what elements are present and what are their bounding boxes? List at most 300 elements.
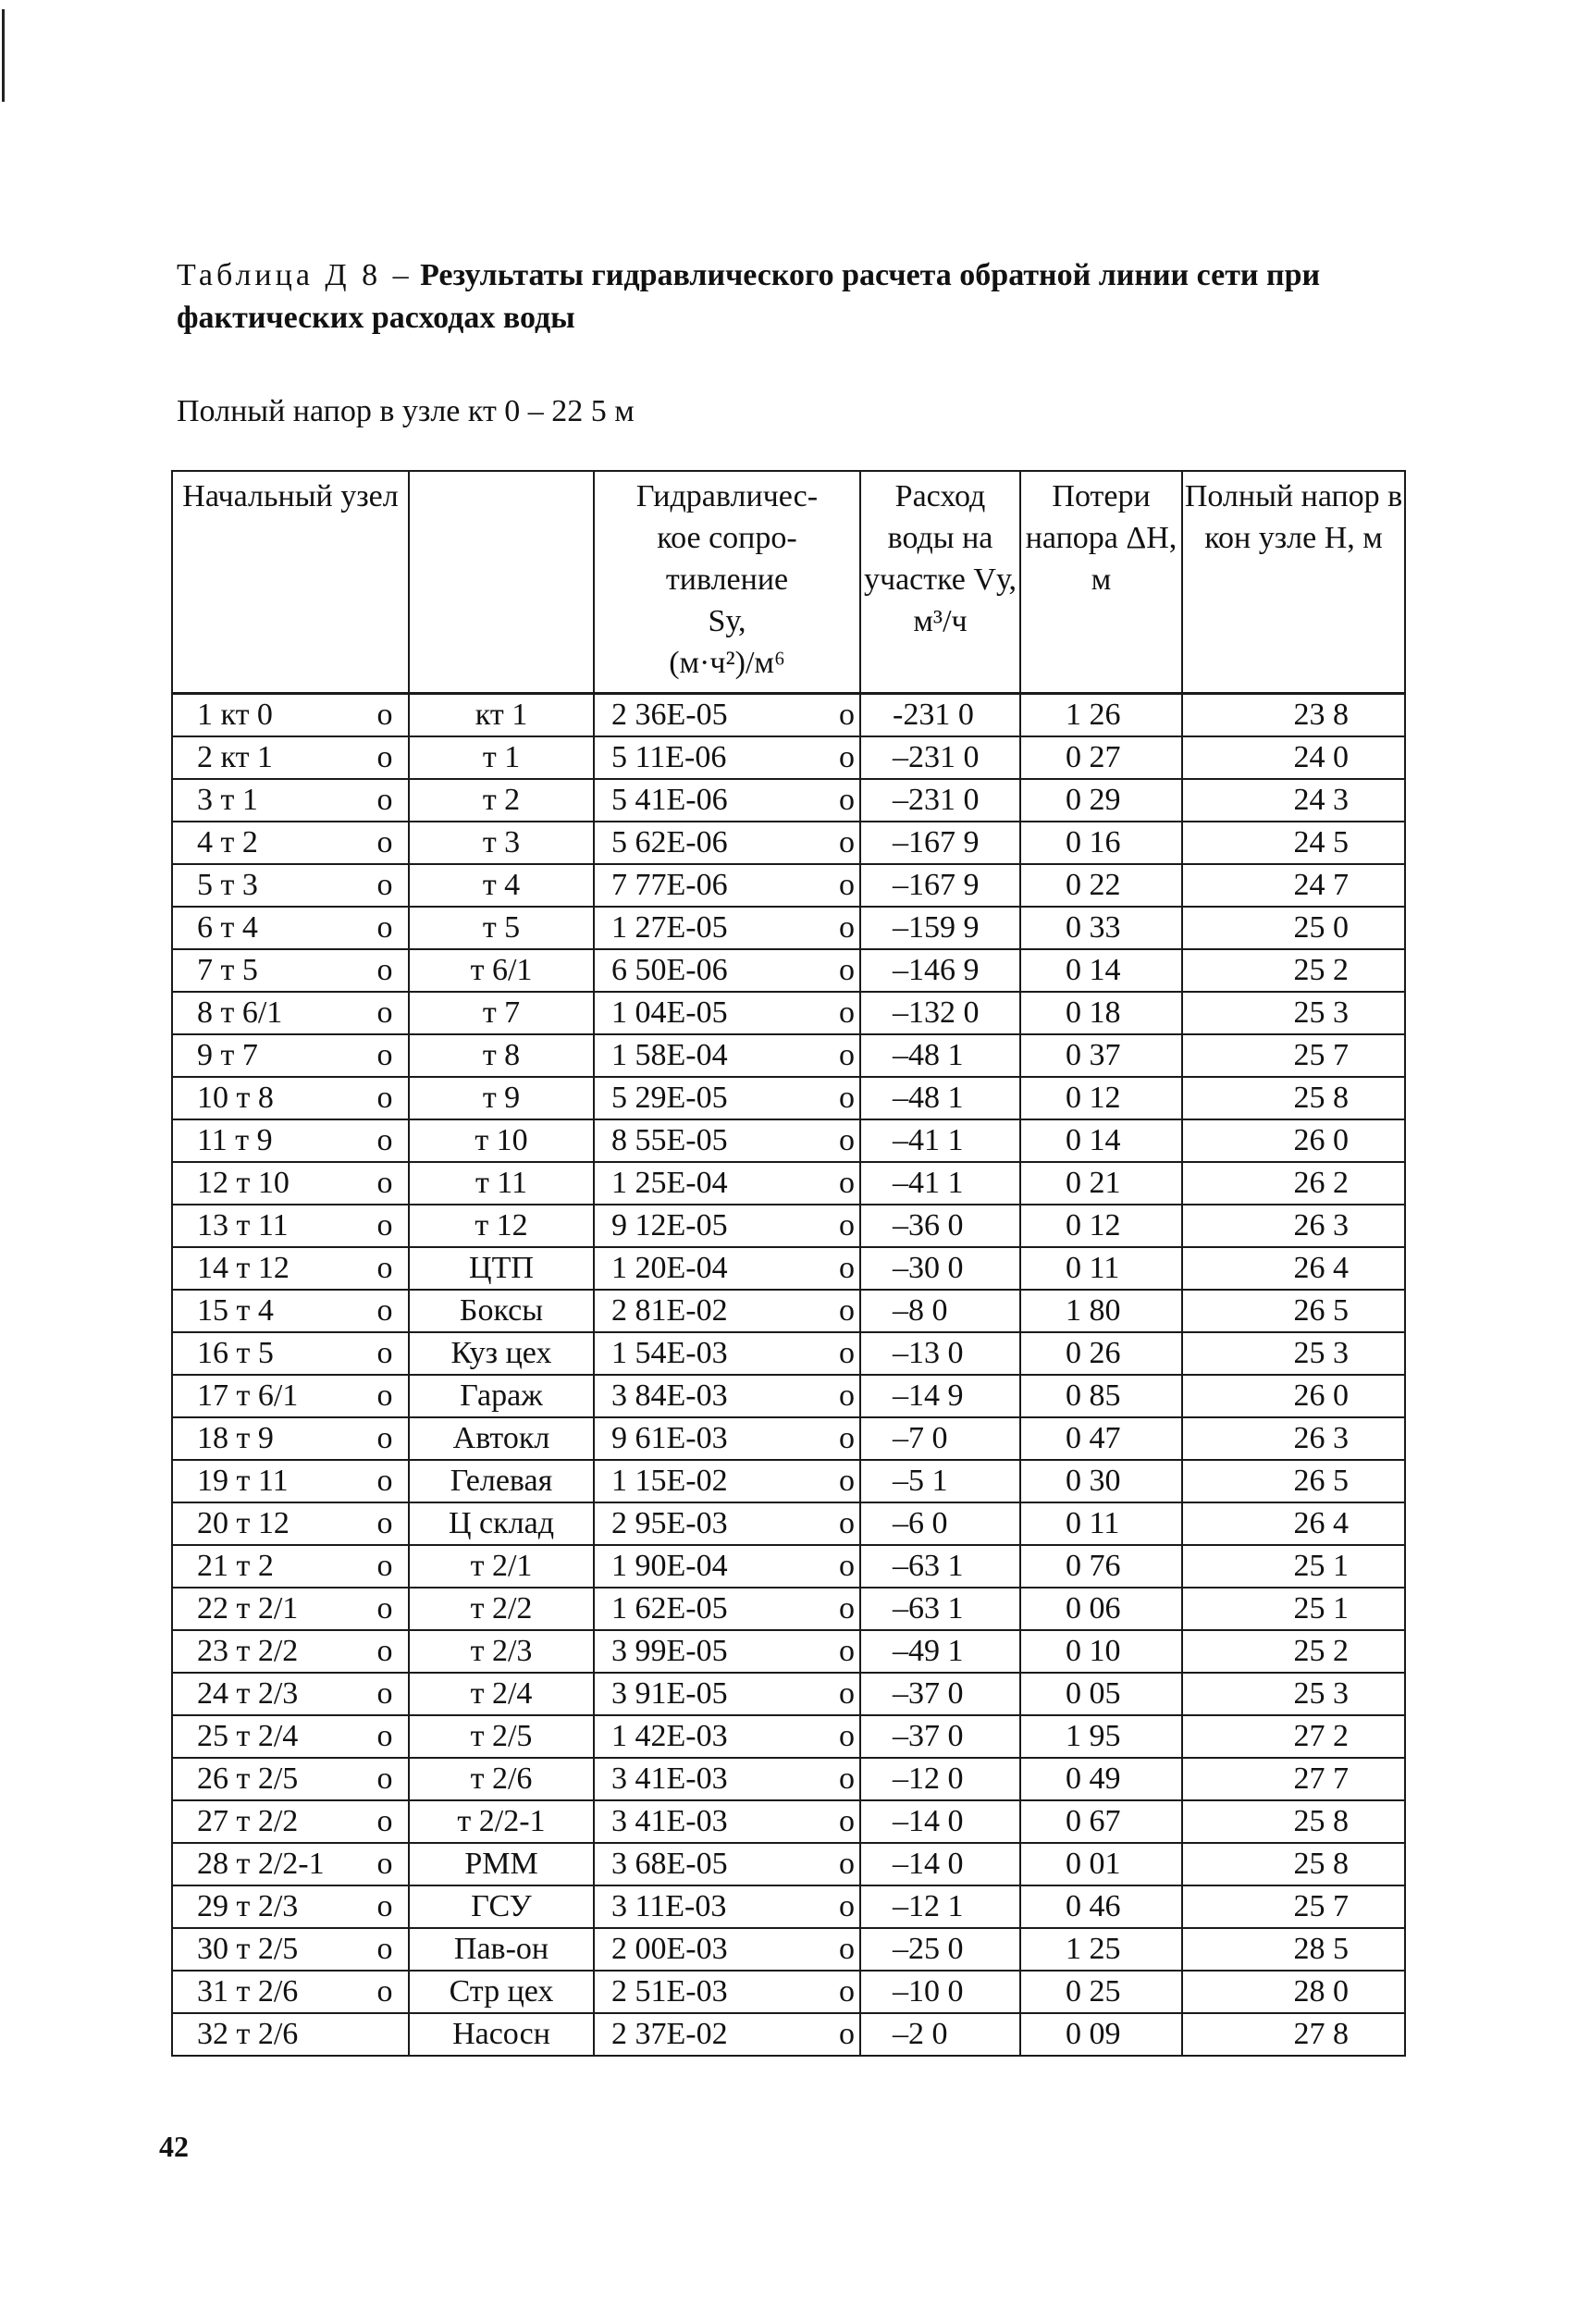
cell-marker-o: о [834, 1630, 860, 1673]
cell-total-head: 26 5 [1182, 1460, 1405, 1502]
cell-total-head: 24 5 [1182, 822, 1405, 864]
cell-marker-o: о [834, 1034, 860, 1077]
table-row [172, 1290, 1405, 1332]
table-row [172, 1843, 1405, 1885]
cell-flow: –14 9 [860, 1375, 1020, 1417]
cell-start-node: 5 т 3 [172, 864, 362, 907]
cell-head-loss: 0 30 [1020, 1460, 1182, 1502]
cell-flow: –63 1 [860, 1545, 1020, 1588]
cell-head-loss: 0 47 [1020, 1417, 1182, 1460]
cell-marker-o: о [834, 822, 860, 864]
cell-end-node: Гараж [409, 1375, 594, 1417]
cell-head-loss: 0 21 [1020, 1162, 1182, 1205]
cell-head-loss: 0 85 [1020, 1375, 1182, 1417]
cell-marker-o: о [362, 1715, 409, 1758]
cell-flow: –13 0 [860, 1332, 1020, 1375]
header-resistance-line2: кое сопро- [657, 521, 797, 555]
cell-total-head: 25 0 [1182, 907, 1405, 949]
cell-end-node: т 9 [409, 1077, 594, 1119]
cell-marker-o: о [362, 1758, 409, 1800]
cell-total-head: 25 3 [1182, 992, 1405, 1034]
header-start-node: Начальный узел [172, 471, 409, 694]
header-head-loss: Потери напора ΔН, м [1020, 471, 1182, 694]
header-resistance-symbol: Sу, [708, 604, 746, 638]
cell-marker-o: о [362, 1077, 409, 1119]
cell-resistance: 9 12Е-05 [594, 1205, 834, 1247]
header-resistance-line1: Гидравличес- [635, 479, 819, 513]
cell-start-node: 13 т 11 [172, 1205, 362, 1247]
table-row [172, 779, 1405, 822]
cell-total-head: 24 3 [1182, 779, 1405, 822]
cell-head-loss: 1 26 [1020, 694, 1182, 737]
cell-total-head: 25 7 [1182, 1034, 1405, 1077]
table-row [172, 1673, 1405, 1715]
cell-total-head: 26 3 [1182, 1205, 1405, 1247]
table-row [172, 1077, 1405, 1119]
cell-marker-o: о [362, 1843, 409, 1885]
cell-marker-o: о [834, 1502, 860, 1545]
cell-resistance: 3 41Е-03 [594, 1758, 834, 1800]
cell-start-node: 1 кт 0 [172, 694, 362, 737]
cell-marker-o: о [834, 1545, 860, 1588]
cell-end-node: т 2/3 [409, 1630, 594, 1673]
table-row [172, 1417, 1405, 1460]
cell-total-head: 25 8 [1182, 1800, 1405, 1843]
cell-total-head: 25 7 [1182, 1885, 1405, 1928]
cell-head-loss: 0 18 [1020, 992, 1182, 1034]
cell-start-node: 21 т 2 [172, 1545, 362, 1588]
cell-total-head: 25 2 [1182, 1630, 1405, 1673]
cell-head-loss: 0 27 [1020, 736, 1182, 779]
cell-start-node: 22 т 2/1 [172, 1588, 362, 1630]
table-row [172, 1375, 1405, 1417]
cell-marker-o: о [362, 1885, 409, 1928]
cell-end-node: т 2/6 [409, 1758, 594, 1800]
cell-end-node: т 2/1 [409, 1545, 594, 1588]
cell-start-node: 15 т 4 [172, 1290, 362, 1332]
scan-artifact-line [2, 9, 5, 102]
cell-total-head: 25 2 [1182, 949, 1405, 992]
cell-marker-o: о [362, 907, 409, 949]
cell-resistance: 5 62Е-06 [594, 822, 834, 864]
cell-start-node: 26 т 2/5 [172, 1758, 362, 1800]
cell-end-node: т 11 [409, 1162, 594, 1205]
table-row [172, 864, 1405, 907]
cell-start-node: 25 т 2/4 [172, 1715, 362, 1758]
cell-head-loss: 0 26 [1020, 1332, 1182, 1375]
cell-flow: –6 0 [860, 1502, 1020, 1545]
cell-start-node: 3 т 1 [172, 779, 362, 822]
cell-start-node: 2 кт 1 [172, 736, 362, 779]
cell-marker-o: о [834, 992, 860, 1034]
cell-total-head: 25 3 [1182, 1332, 1405, 1375]
cell-marker-o: о [362, 1673, 409, 1715]
cell-flow: –2 0 [860, 2013, 1020, 2056]
cell-flow: –167 9 [860, 822, 1020, 864]
table-row [172, 1758, 1405, 1800]
header-resistance-line3: тивление [665, 562, 789, 597]
cell-total-head: 25 3 [1182, 1673, 1405, 1715]
cell-marker-o: о [834, 1588, 860, 1630]
cell-head-loss: 1 25 [1020, 1928, 1182, 1971]
cell-resistance: 1 15Е-02 [594, 1460, 834, 1502]
cell-head-loss: 0 12 [1020, 1077, 1182, 1119]
cell-total-head: 23 8 [1182, 694, 1405, 737]
cell-flow: –63 1 [860, 1588, 1020, 1630]
cell-resistance: 1 58Е-04 [594, 1034, 834, 1077]
cell-marker-o: о [834, 1205, 860, 1247]
table-row [172, 1630, 1405, 1673]
cell-marker-o: о [362, 1034, 409, 1077]
cell-total-head: 26 4 [1182, 1502, 1405, 1545]
cell-marker-o: о [834, 864, 860, 907]
cell-flow: –167 9 [860, 864, 1020, 907]
cell-resistance: 2 81Е-02 [594, 1290, 834, 1332]
header-total-head: Полный напор в кон узле Н, м [1182, 471, 1405, 694]
cell-start-node: 18 т 9 [172, 1417, 362, 1460]
cell-marker-o: о [362, 992, 409, 1034]
cell-start-node: 14 т 12 [172, 1247, 362, 1290]
table-row [172, 1460, 1405, 1502]
cell-start-node: 10 т 8 [172, 1077, 362, 1119]
cell-flow: –37 0 [860, 1715, 1020, 1758]
cell-flow: -231 0 [860, 694, 1020, 737]
table-row [172, 1928, 1405, 1971]
table-row [172, 1332, 1405, 1375]
cell-start-node: 29 т 2/3 [172, 1885, 362, 1928]
cell-marker-o: о [362, 949, 409, 992]
cell-marker-o: о [362, 736, 409, 779]
table-row [172, 1119, 1405, 1162]
cell-head-loss: 1 95 [1020, 1715, 1182, 1758]
cell-flow: –132 0 [860, 992, 1020, 1034]
cell-end-node: Насосн [409, 2013, 594, 2056]
cell-resistance: 2 37Е-02 [594, 2013, 834, 2056]
cell-end-node: Пав-он [409, 1928, 594, 1971]
cell-flow: –14 0 [860, 1843, 1020, 1885]
cell-marker-o: о [834, 1800, 860, 1843]
cell-head-loss: 0 67 [1020, 1800, 1182, 1843]
cell-end-node: Гелевая [409, 1460, 594, 1502]
cell-resistance: 3 99Е-05 [594, 1630, 834, 1673]
cell-marker-o: о [834, 1715, 860, 1758]
cell-end-node: РММ [409, 1843, 594, 1885]
cell-head-loss: 0 11 [1020, 1247, 1182, 1290]
cell-head-loss: 0 76 [1020, 1545, 1182, 1588]
cell-flow: –30 0 [860, 1247, 1020, 1290]
table-row [172, 949, 1405, 992]
cell-total-head: 25 1 [1182, 1588, 1405, 1630]
cell-flow: –37 0 [860, 1673, 1020, 1715]
cell-start-node: 19 т 11 [172, 1460, 362, 1502]
table-row [172, 2013, 1405, 2056]
cell-start-node: 23 т 2/2 [172, 1630, 362, 1673]
table-body [172, 694, 1405, 2057]
cell-resistance: 5 29Е-05 [594, 1077, 834, 1119]
cell-total-head: 26 5 [1182, 1290, 1405, 1332]
table-row [172, 1800, 1405, 1843]
table-row [172, 736, 1405, 779]
cell-end-node: т 2/5 [409, 1715, 594, 1758]
cell-marker-o: о [362, 1460, 409, 1502]
table-header-row [172, 471, 1405, 694]
cell-marker-o: о [834, 1119, 860, 1162]
cell-total-head: 26 3 [1182, 1417, 1405, 1460]
cell-resistance: 1 04Е-05 [594, 992, 834, 1034]
cell-marker-o: о [362, 1375, 409, 1417]
cell-start-node: 7 т 5 [172, 949, 362, 992]
cell-end-node: ЦТП [409, 1247, 594, 1290]
cell-flow: –48 1 [860, 1034, 1020, 1077]
cell-end-node: т 7 [409, 992, 594, 1034]
cell-head-loss: 0 29 [1020, 779, 1182, 822]
table-row [172, 1247, 1405, 1290]
cell-total-head: 24 7 [1182, 864, 1405, 907]
cell-resistance: 3 11Е-03 [594, 1885, 834, 1928]
cell-marker-o: о [834, 1843, 860, 1885]
cell-marker-o: о [834, 1971, 860, 2013]
cell-marker-o: о [362, 1545, 409, 1588]
cell-marker-o: о [834, 1077, 860, 1119]
cell-flow: –10 0 [860, 1971, 1020, 2013]
table-row [172, 1205, 1405, 1247]
cell-head-loss: 0 14 [1020, 949, 1182, 992]
cell-resistance: 7 77Е-06 [594, 864, 834, 907]
cell-marker-o: о [834, 1290, 860, 1332]
cell-marker-o: о [834, 907, 860, 949]
cell-end-node: Боксы [409, 1290, 594, 1332]
cell-resistance: 2 00Е-03 [594, 1928, 834, 1971]
cell-flow: –41 1 [860, 1119, 1020, 1162]
cell-flow: –14 0 [860, 1800, 1020, 1843]
cell-head-loss: 0 33 [1020, 907, 1182, 949]
cell-marker-o: о [834, 1758, 860, 1800]
cell-total-head: 25 8 [1182, 1077, 1405, 1119]
cell-resistance: 1 62Е-05 [594, 1588, 834, 1630]
cell-resistance: 9 61Е-03 [594, 1417, 834, 1460]
cell-flow: –41 1 [860, 1162, 1020, 1205]
cell-end-node: т 2/2-1 [409, 1800, 594, 1843]
cell-resistance: 3 68Е-05 [594, 1843, 834, 1885]
cell-resistance: 5 11Е-06 [594, 736, 834, 779]
cell-head-loss: 0 16 [1020, 822, 1182, 864]
cell-total-head: 26 4 [1182, 1247, 1405, 1290]
cell-total-head: 25 1 [1182, 1545, 1405, 1588]
cell-total-head: 27 8 [1182, 2013, 1405, 2056]
cell-start-node: 31 т 2/6 [172, 1971, 362, 2013]
cell-start-node: 12 т 10 [172, 1162, 362, 1205]
cell-resistance: 2 95Е-03 [594, 1502, 834, 1545]
cell-end-node: т 5 [409, 907, 594, 949]
cell-end-node: кт 1 [409, 694, 594, 737]
header-resistance [594, 471, 860, 694]
cell-marker-o: о [834, 1673, 860, 1715]
cell-marker-o: о [362, 1800, 409, 1843]
cell-end-node: т 3 [409, 822, 594, 864]
cell-marker-o: о [362, 1502, 409, 1545]
cell-head-loss: 0 10 [1020, 1630, 1182, 1673]
cell-start-node: 24 т 2/3 [172, 1673, 362, 1715]
cell-marker-o: о [362, 822, 409, 864]
table-row [172, 1502, 1405, 1545]
cell-marker-o: о [834, 694, 860, 737]
cell-resistance: 3 41Е-03 [594, 1800, 834, 1843]
cell-flow: –25 0 [860, 1928, 1020, 1971]
cell-flow: –231 0 [860, 779, 1020, 822]
cell-flow: –12 1 [860, 1885, 1020, 1928]
cell-marker-o: о [362, 1119, 409, 1162]
cell-marker-o: о [834, 779, 860, 822]
cell-resistance: 1 42Е-03 [594, 1715, 834, 1758]
cell-total-head: 28 5 [1182, 1928, 1405, 1971]
cell-marker-o: о [834, 1885, 860, 1928]
cell-total-head: 27 7 [1182, 1758, 1405, 1800]
cell-start-node: 32 т 2/6 [172, 2013, 362, 2056]
cell-flow: –5 1 [860, 1460, 1020, 1502]
cell-start-node: 27 т 2/2 [172, 1800, 362, 1843]
cell-head-loss: 0 37 [1020, 1034, 1182, 1077]
table-caption-label: Таблица Д 8 – [177, 258, 413, 292]
cell-head-loss: 0 11 [1020, 1502, 1182, 1545]
cell-marker-o: о [834, 1247, 860, 1290]
cell-start-node: 28 т 2/2-1 [172, 1843, 362, 1885]
table-row [172, 1034, 1405, 1077]
cell-resistance: 1 90Е-04 [594, 1545, 834, 1588]
cell-flow: –8 0 [860, 1290, 1020, 1332]
cell-marker-o: о [362, 779, 409, 822]
cell-resistance: 1 27Е-05 [594, 907, 834, 949]
cell-resistance: 1 20Е-04 [594, 1247, 834, 1290]
cell-resistance: 5 41Е-06 [594, 779, 834, 822]
cell-end-node: т 4 [409, 864, 594, 907]
cell-flow: –231 0 [860, 736, 1020, 779]
cell-start-node: 8 т 6/1 [172, 992, 362, 1034]
cell-marker-o: о [834, 736, 860, 779]
cell-marker-o: о [362, 694, 409, 737]
cell-end-node: Автокл [409, 1417, 594, 1460]
table-row [172, 1588, 1405, 1630]
cell-end-node: Ц склад [409, 1502, 594, 1545]
cell-resistance: 6 50Е-06 [594, 949, 834, 992]
cell-end-node: т 2/2 [409, 1588, 594, 1630]
cell-head-loss: 0 09 [1020, 2013, 1182, 2056]
initial-head-note: Полный напор в узле кт 0 – 22 5 м [177, 394, 635, 428]
table-row [172, 1545, 1405, 1588]
table-row [172, 907, 1405, 949]
table-row [172, 822, 1405, 864]
cell-total-head: 26 0 [1182, 1375, 1405, 1417]
cell-marker-o: о [362, 1417, 409, 1460]
cell-marker-o: о [362, 1971, 409, 2013]
cell-head-loss: 0 12 [1020, 1205, 1182, 1247]
cell-marker-o [362, 2013, 409, 2056]
cell-marker-o: о [362, 1247, 409, 1290]
cell-end-node: т 6/1 [409, 949, 594, 992]
page-number: 42 [159, 2130, 189, 2163]
cell-resistance: 3 91Е-05 [594, 1673, 834, 1715]
cell-end-node: Куз цех [409, 1332, 594, 1375]
cell-marker-o: о [834, 1928, 860, 1971]
header-flow: Расход воды на участке Vу, м³/ч [860, 471, 1020, 694]
cell-marker-o: о [834, 1332, 860, 1375]
cell-head-loss: 0 14 [1020, 1119, 1182, 1162]
cell-flow: –12 0 [860, 1758, 1020, 1800]
header-end-node [409, 471, 594, 694]
cell-total-head: 28 0 [1182, 1971, 1405, 2013]
cell-resistance: 1 54Е-03 [594, 1332, 834, 1375]
cell-total-head: 26 0 [1182, 1119, 1405, 1162]
cell-flow: –36 0 [860, 1205, 1020, 1247]
cell-end-node: т 2/4 [409, 1673, 594, 1715]
cell-flow: –7 0 [860, 1417, 1020, 1460]
cell-total-head: 26 2 [1182, 1162, 1405, 1205]
cell-resistance: 2 36Е-05 [594, 694, 834, 737]
cell-end-node: т 10 [409, 1119, 594, 1162]
cell-head-loss: 0 01 [1020, 1843, 1182, 1885]
cell-marker-o: о [362, 1332, 409, 1375]
cell-marker-o: о [362, 864, 409, 907]
cell-end-node: т 12 [409, 1205, 594, 1247]
table-row [172, 1971, 1405, 2013]
cell-start-node: 9 т 7 [172, 1034, 362, 1077]
cell-end-node: Стр цех [409, 1971, 594, 2013]
cell-head-loss: 0 49 [1020, 1758, 1182, 1800]
cell-flow: –159 9 [860, 907, 1020, 949]
cell-start-node: 16 т 5 [172, 1332, 362, 1375]
cell-marker-o: о [362, 1162, 409, 1205]
cell-marker-o: о [362, 1630, 409, 1673]
cell-marker-o: о [362, 1928, 409, 1971]
cell-end-node: т 2 [409, 779, 594, 822]
cell-resistance: 2 51Е-03 [594, 1971, 834, 2013]
cell-start-node: 6 т 4 [172, 907, 362, 949]
cell-end-node: т 1 [409, 736, 594, 779]
cell-start-node: 20 т 12 [172, 1502, 362, 1545]
table-row [172, 992, 1405, 1034]
cell-end-node: т 8 [409, 1034, 594, 1077]
header-resistance-unit: (м·ч²)/м⁶ [669, 646, 785, 680]
cell-head-loss: 0 05 [1020, 1673, 1182, 1715]
cell-marker-o: о [834, 1375, 860, 1417]
cell-flow: –146 9 [860, 949, 1020, 992]
cell-end-node: ГСУ [409, 1885, 594, 1928]
cell-marker-o: о [362, 1588, 409, 1630]
table-caption [177, 254, 1407, 340]
table-row [172, 1715, 1405, 1758]
cell-head-loss: 0 22 [1020, 864, 1182, 907]
table-caption-text: Результаты гидравлического расчета обратной линии сети при фактических расходах воды [177, 258, 1321, 335]
table-row [172, 1885, 1405, 1928]
cell-flow: –49 1 [860, 1630, 1020, 1673]
cell-start-node: 30 т 2/5 [172, 1928, 362, 1971]
cell-resistance: 1 25Е-04 [594, 1162, 834, 1205]
cell-head-loss: 0 06 [1020, 1588, 1182, 1630]
cell-marker-o: о [834, 2013, 860, 2056]
cell-head-loss: 0 46 [1020, 1885, 1182, 1928]
cell-start-node: 11 т 9 [172, 1119, 362, 1162]
cell-marker-o: о [362, 1290, 409, 1332]
cell-resistance: 8 55Е-05 [594, 1119, 834, 1162]
cell-resistance: 3 84Е-03 [594, 1375, 834, 1417]
cell-marker-o: о [834, 1162, 860, 1205]
cell-head-loss: 1 80 [1020, 1290, 1182, 1332]
cell-marker-o: о [834, 1460, 860, 1502]
cell-flow: –48 1 [860, 1077, 1020, 1119]
cell-total-head: 25 8 [1182, 1843, 1405, 1885]
table-row [172, 1162, 1405, 1205]
cell-total-head: 24 0 [1182, 736, 1405, 779]
cell-start-node: 4 т 2 [172, 822, 362, 864]
